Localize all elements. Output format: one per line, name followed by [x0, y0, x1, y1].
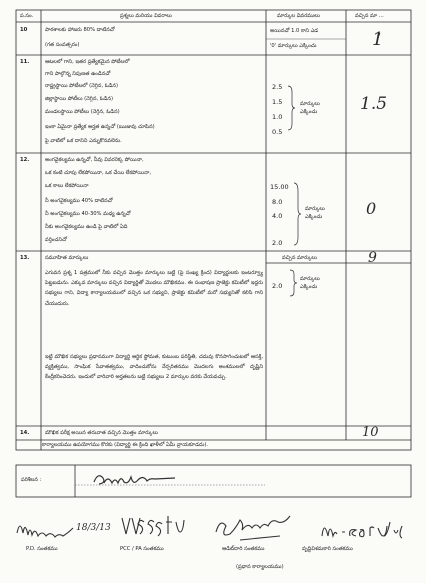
verification-signature	[90, 467, 200, 489]
marks-value: 0.5	[272, 128, 283, 136]
row-line: ఒక కంటి చూపు లేకపోయినా, ఒక చేయి లేకపోయినా,	[45, 170, 152, 176]
row-line: గాని పాల్గొన్న నిపుణత ఉండినచో	[45, 71, 111, 77]
pd-date: 18/3/13	[76, 523, 111, 533]
row-line: నీ అంగవైకల్యము 40% దాటినచో	[45, 198, 113, 204]
pd-signature	[14, 515, 84, 543]
marks-value: 2.5	[272, 83, 283, 91]
row-number: 12.	[20, 157, 30, 163]
marks-value: 2.0	[272, 239, 283, 247]
signature-label: PCC / PA సంతకము	[120, 546, 164, 552]
marks-value: 8.0	[272, 198, 283, 206]
marks-note: మార్కులు	[305, 206, 325, 212]
pen-tick	[374, 32, 382, 46]
marks-note: మార్కులు	[300, 276, 320, 282]
row-number: 10	[20, 27, 28, 33]
marks-value: 1.0	[272, 113, 283, 121]
row-line: నీ అంగవైకల్యము 40-30% మధ్య ఉన్నచో	[45, 211, 131, 217]
row-line: మండలస్థాయి పోటీలు (నెగ్గిన, ఓడిన)	[45, 109, 120, 115]
row-line: జిల్లాస్థాయి పోటీలు (నెగ్గిన, ఓడిన)	[45, 96, 114, 102]
marks-value: 4.0	[272, 212, 283, 220]
marks-note: ఎక్కించు	[300, 284, 318, 290]
header-col-awarded: వచ్చిన మా ...	[355, 13, 384, 19]
pcc-signature	[118, 512, 188, 542]
row-number: 14.	[20, 430, 30, 436]
paragraph: ఇట్టి మౌఖిక సభ్యులు ప్రధానముగా విద్యార్థి ఆర్థిక స్థోమత, కుటుంబ పరిస్థితి, చదువు కొనసాగించుటలో ఆసక్తి, వ్యక్తిత్వము, సాంఘిక సేవాతత్వము, వాదించుకోను నేర్పరితనము మొదలగు అంశములలో దృష్టిని కేంద్రీకరించెదరు. ఇందులో వారివారి అర్హతలను బట్టి సభ్యులు 2 మార్కుల వరకు వేయవచ్చు.	[45, 354, 263, 381]
row-line: ఆటలలో గాని, ఇతర ప్రత్యేకమైన పోటీలలో	[45, 59, 130, 65]
office-label: (ప్రధాన కార్యాలయము)	[236, 564, 284, 570]
row-line: పై వాటిలో ఒక దానిని ఎన్నుకొనవలెను.	[45, 138, 122, 144]
awarded-mark: 1.5	[360, 94, 388, 114]
marks-note: ఎక్కించు	[305, 214, 323, 220]
signature-label: P.D. సంతకము	[26, 546, 58, 552]
paragraph: ఎగువన ప్రశ్న 1 పత్రములో నీకు వచ్చిన మొత్తం మార్కులు బట్టి (పై సంఖ్య క్రింద) విద్యార్థులకు ఇంటర్వ్యూ పెట్టబడును. ఎక్కువ మార్కులు వచ్చిన విద్యార్థితో మొదలు మౌఖికము. ఈ సంభాషణ ప్రాజెక్టు కమిటీలో ఇద్దరు సభ్యులు గాని, విద్యా కార్యాలయములో వచ్చిన ఒక సభ్యుని, ప్రాజెక్టు కమిటీలో మరో సభ్యునితో కలిసి గాని చేయుదురు.	[45, 270, 263, 307]
row-line: వర్తించనిచో	[45, 237, 67, 243]
row-line: పాఠశాలకు హాజరు 80% దాటినచో	[45, 27, 115, 33]
marks-text: అయినచో 1.0 కాని ఎడ	[270, 28, 319, 34]
row-number: 13.	[20, 255, 30, 261]
awarded-mark: 0	[366, 199, 377, 218]
header-col-marks-detail: మార్కుల వివరములు	[277, 13, 320, 19]
awarded-mark: 1	[372, 29, 384, 50]
awarded-mark: 9	[368, 250, 377, 266]
marks-note: మార్కులు	[300, 101, 320, 107]
director-signature	[318, 514, 410, 542]
row-title: సమూహిత మార్కులు	[45, 255, 89, 261]
office-use-note: కార్యాలయము ఉపయోగము కొరకు (విద్యార్థి ఈ క్రింది ఖాళీలో ఏమీ వ్రాయకూడదు).	[42, 442, 209, 448]
header-col-question: ప్రశ్నలు మరియు వివరాలు	[120, 13, 172, 19]
row-line: అంగవైకల్యము ఉన్నచో, నీవు వివరరెక్క పోయినా,	[45, 157, 144, 163]
signature-label: ఆడిట్‌దారి సంతకము	[222, 546, 265, 552]
marks-value: 1.5	[272, 98, 283, 106]
row-line: ఇంకా ఏమైనా ప్రత్యేక అర్హత ఉన్నచో (ఋజువు చూపిన)	[45, 124, 155, 130]
marks-value: 2.0	[272, 282, 283, 290]
sub-header: వచ్చిన మార్కులు	[282, 255, 317, 261]
header-col-no: ప.సం.	[20, 13, 34, 19]
marks-text: '0' మార్కులు ఎక్కించు	[270, 43, 317, 49]
verification-label: పరిశీలన :	[21, 477, 42, 483]
row-line: రాష్ట్రస్థాయి పోటీలలో (నెగ్గిన, ఓడిన)	[45, 83, 119, 89]
row-line: నీకు అంగవైకల్యము ఉండి పై వాటిలో ఏది	[45, 224, 128, 230]
row-line: ఒక కాలు లేకపోయినా	[45, 183, 89, 189]
marks-note: ఎక్కించు	[300, 109, 318, 115]
row-line: మౌఖిక పరీక్ష అయిన తరువాత వచ్చిన మొత్తం మార్కులు	[45, 430, 158, 436]
audit-signature	[210, 514, 300, 544]
row-number: 11.	[20, 59, 30, 65]
marks-value: 15.00	[270, 183, 289, 191]
awarded-mark: 10	[362, 425, 379, 440]
signature-label: వృద్ధివిశమకారి సంతకము	[302, 546, 353, 552]
row-line: (గత సంవత్సరం)	[45, 42, 80, 48]
